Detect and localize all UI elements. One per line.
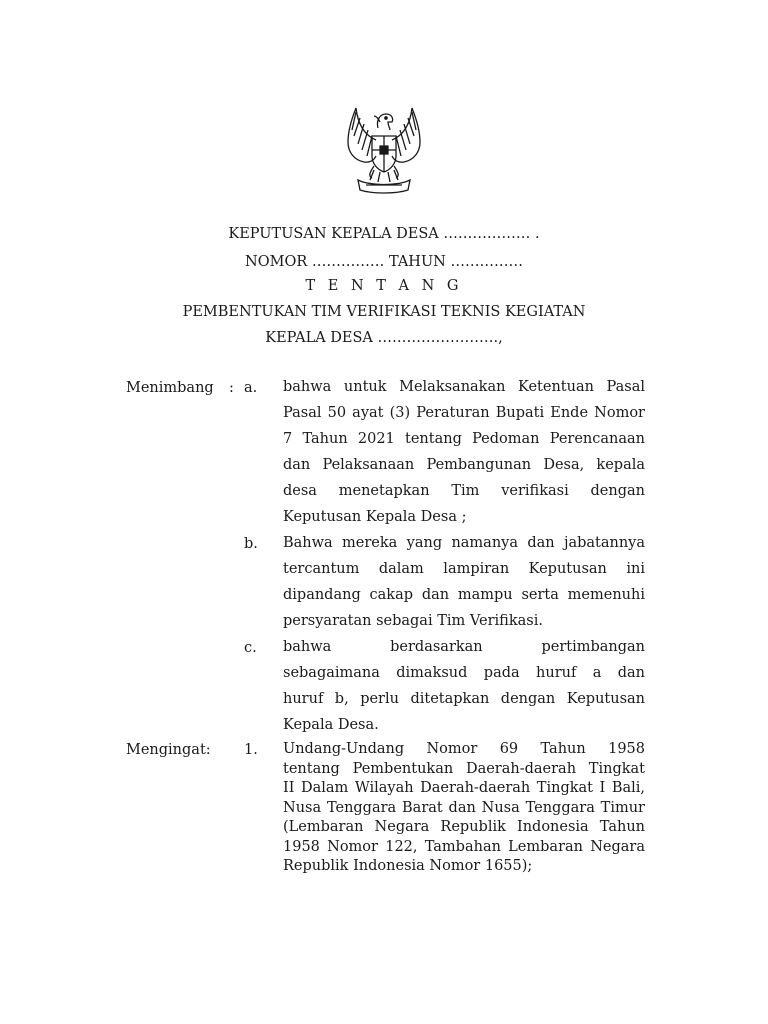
text-line: huruf b, perlu ditetapkan dengan Keputusan: [283, 691, 645, 707]
item-marker: b.: [244, 536, 258, 552]
text-line: desa menetapkan Tim verifikasi dengan: [283, 483, 645, 499]
text-line: bahwa untuk Melaksanakan Ketentuan Pasal: [283, 379, 645, 395]
text-line: sebagaimana dimaksud pada huruf a dan: [283, 665, 645, 681]
menimbang-colon: :: [229, 380, 234, 396]
text-line: dan Pelaksanaan Pembangunan Desa, kepala: [283, 457, 645, 473]
text-line: Republik Indonesia Nomor 1655);: [283, 858, 533, 874]
tentang-heading: T E N T A N G: [305, 278, 463, 294]
decree-subject-continued: KEPALA DESA …………………….,: [265, 330, 503, 346]
mengingat-label: Mengingat:: [126, 742, 211, 758]
text-line: tercantum dalam lampiran Keputusan ini: [283, 561, 645, 577]
text-line: Pasal 50 ayat (3) Peraturan Bupati Ende Nomor: [283, 405, 645, 421]
item-marker: 1.: [244, 742, 258, 758]
mengingat-item-1: [283, 740, 645, 877]
text-line: bahwa berdasarkan pertimbangan: [283, 639, 645, 655]
text-line: 1958 Nomor 122, Tambahan Lembaran Negara: [283, 838, 645, 855]
text-line: persyaratan sebagai Tim Verifikasi.: [283, 613, 543, 629]
text-line: Bahwa mereka yang namanya dan jabatannya: [283, 535, 645, 551]
item-marker: c.: [244, 640, 257, 656]
item-marker: a.: [244, 380, 258, 396]
menimbang-item-a: [283, 374, 645, 530]
text-line: (Lembaran Negara Republik Indonesia Tahun: [283, 819, 645, 835]
decree-title: KEPUTUSAN KEPALA DESA ……………… .: [228, 226, 540, 242]
garuda-emblem-icon: [336, 100, 432, 194]
menimbang-label: Menimbang: [126, 380, 214, 396]
text-line: 7 Tahun 2021 tentang Pedoman Perencanaan: [283, 431, 645, 447]
text-line: tentang Pembentukan Daerah-daerah Tingkat: [283, 760, 645, 777]
menimbang-item-b: [283, 530, 645, 634]
text-line: Undang-Undang Nomor 69 Tahun 1958: [283, 741, 645, 757]
text-line: Keputusan Kepala Desa ;: [283, 509, 467, 525]
text-line: dipandang cakap dan mampu serta memenuhi: [283, 587, 645, 603]
decree-number: NOMOR …………… TAHUN ……………: [245, 254, 523, 270]
text-line: Nusa Tenggara Barat dan Nusa Tenggara Timur: [283, 799, 645, 816]
menimbang-item-c: [283, 634, 645, 738]
text-line: Kepala Desa.: [283, 717, 379, 733]
decree-subject: PEMBENTUKAN TIM VERIFIKASI TEKNIS KEGIATAN: [182, 304, 586, 320]
text-line: II Dalam Wilayah Daerah-daerah Tingkat I Bali,: [283, 780, 645, 796]
